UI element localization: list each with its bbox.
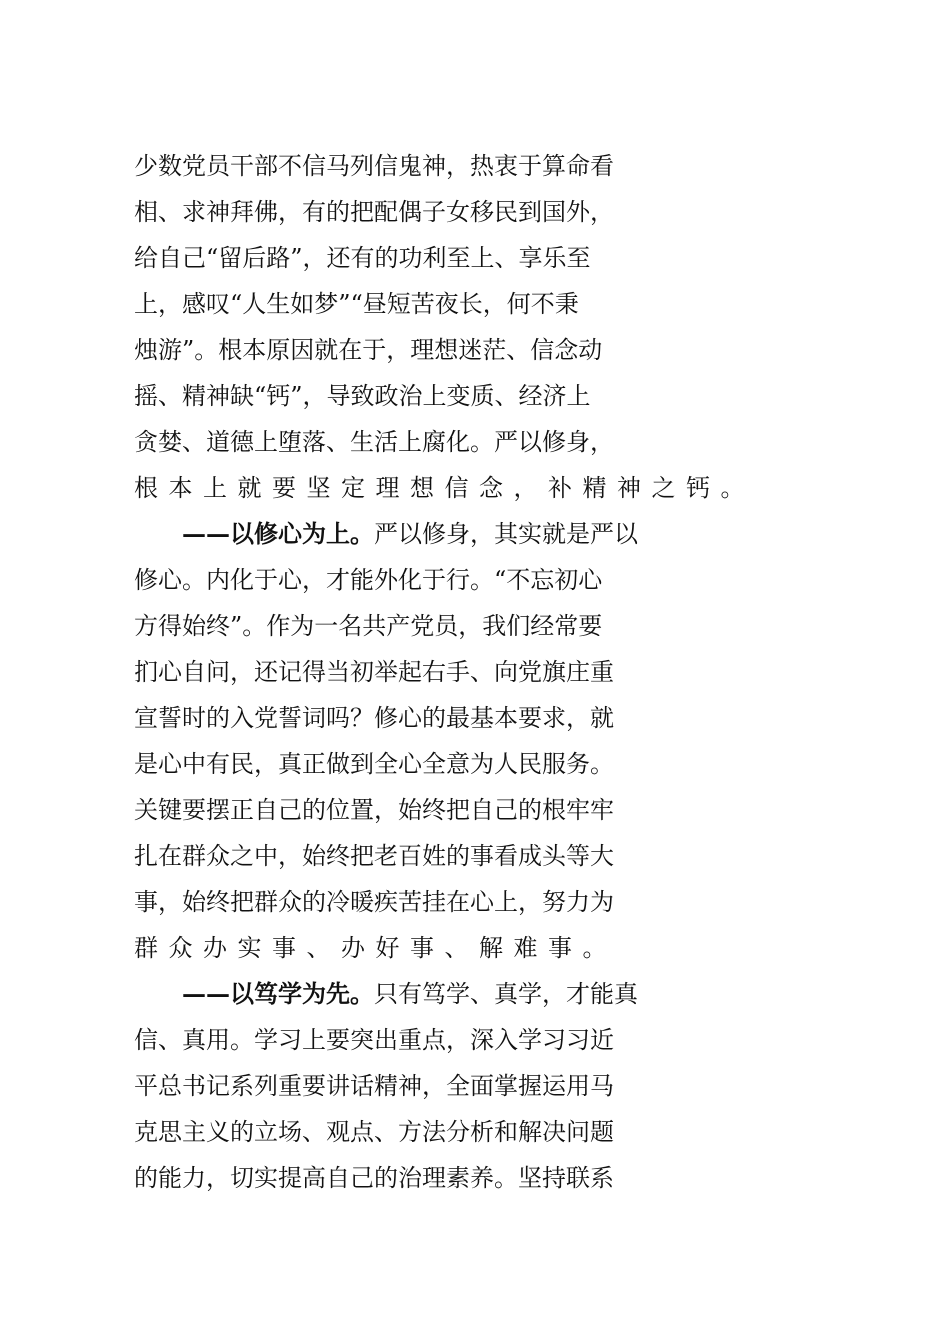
text-line: 相、求神拜佛，有的把配偶子女移民到国外， bbox=[134, 198, 614, 226]
text-line: 摇、精神缺“钙”，导致政治上变质、经济上 bbox=[134, 382, 591, 410]
section-heading-xiuxin: ——以修心为上。 bbox=[182, 519, 374, 548]
text-line: 关键要摆正自己的位置，始终把自己的根牢牢 bbox=[134, 796, 614, 824]
text-line: 的能力，切实提高自己的治理素养。坚持联系 bbox=[134, 1164, 614, 1192]
text-line: 事，始终把群众的冷暖疾苦挂在心上，努力为 bbox=[134, 888, 614, 916]
text-line-first bbox=[134, 971, 810, 1017]
text-line: 上，感叹“人生如梦”“昼短苦夜长，何不秉 bbox=[134, 290, 579, 318]
text-line: 宣誓时的入党誓词吗？修心的最基本要求，就 bbox=[134, 704, 614, 732]
text-line: 修心。内化于心，才能外化于行。“不忘初心 bbox=[134, 566, 603, 594]
text-line: 扪心自问，还记得当初举起右手、向党旗庄重 bbox=[134, 658, 614, 686]
text-line: 根本上就要坚定理想信念，补精神之钙。 bbox=[134, 474, 755, 502]
paragraph-3 bbox=[134, 971, 810, 1201]
paragraph-1 bbox=[134, 143, 810, 511]
text-run: 严以修身，其实就是严以 bbox=[374, 520, 638, 548]
text-run: 只有笃学、真学，才能真 bbox=[374, 980, 638, 1008]
text-line: 克思主义的立场、观点、方法分析和解决问题 bbox=[134, 1118, 614, 1146]
section-heading-duxue: ——以笃学为先。 bbox=[182, 979, 374, 1008]
text-line: 少数党员干部不信马列信鬼神，热衷于算命看 bbox=[134, 152, 614, 180]
text-line: 平总书记系列重要讲话精神，全面掌握运用马 bbox=[134, 1072, 614, 1100]
paragraph-2 bbox=[134, 511, 810, 971]
body-text bbox=[134, 143, 810, 1201]
text-line: 贪婪、道德上堕落、生活上腐化。严以修身， bbox=[134, 428, 614, 456]
text-line: 信、真用。学习上要突出重点，深入学习习近 bbox=[134, 1026, 614, 1054]
text-line: 烛游”。根本原因就在于，理想迷茫、信念动 bbox=[134, 336, 603, 364]
text-line: 给自己“留后路”，还有的功利至上、享乐至 bbox=[134, 244, 591, 272]
text-line: 是心中有民，真正做到全心全意为人民服务。 bbox=[134, 750, 614, 778]
text-line: 方得始终”。作为一名共产党员，我们经常要 bbox=[134, 612, 603, 640]
text-line: 扎在群众之中，始终把老百姓的事看成头等大 bbox=[134, 842, 614, 870]
text-line: 群众办实事、办好事、解难事。 bbox=[134, 934, 617, 962]
text-line-first bbox=[134, 511, 810, 557]
